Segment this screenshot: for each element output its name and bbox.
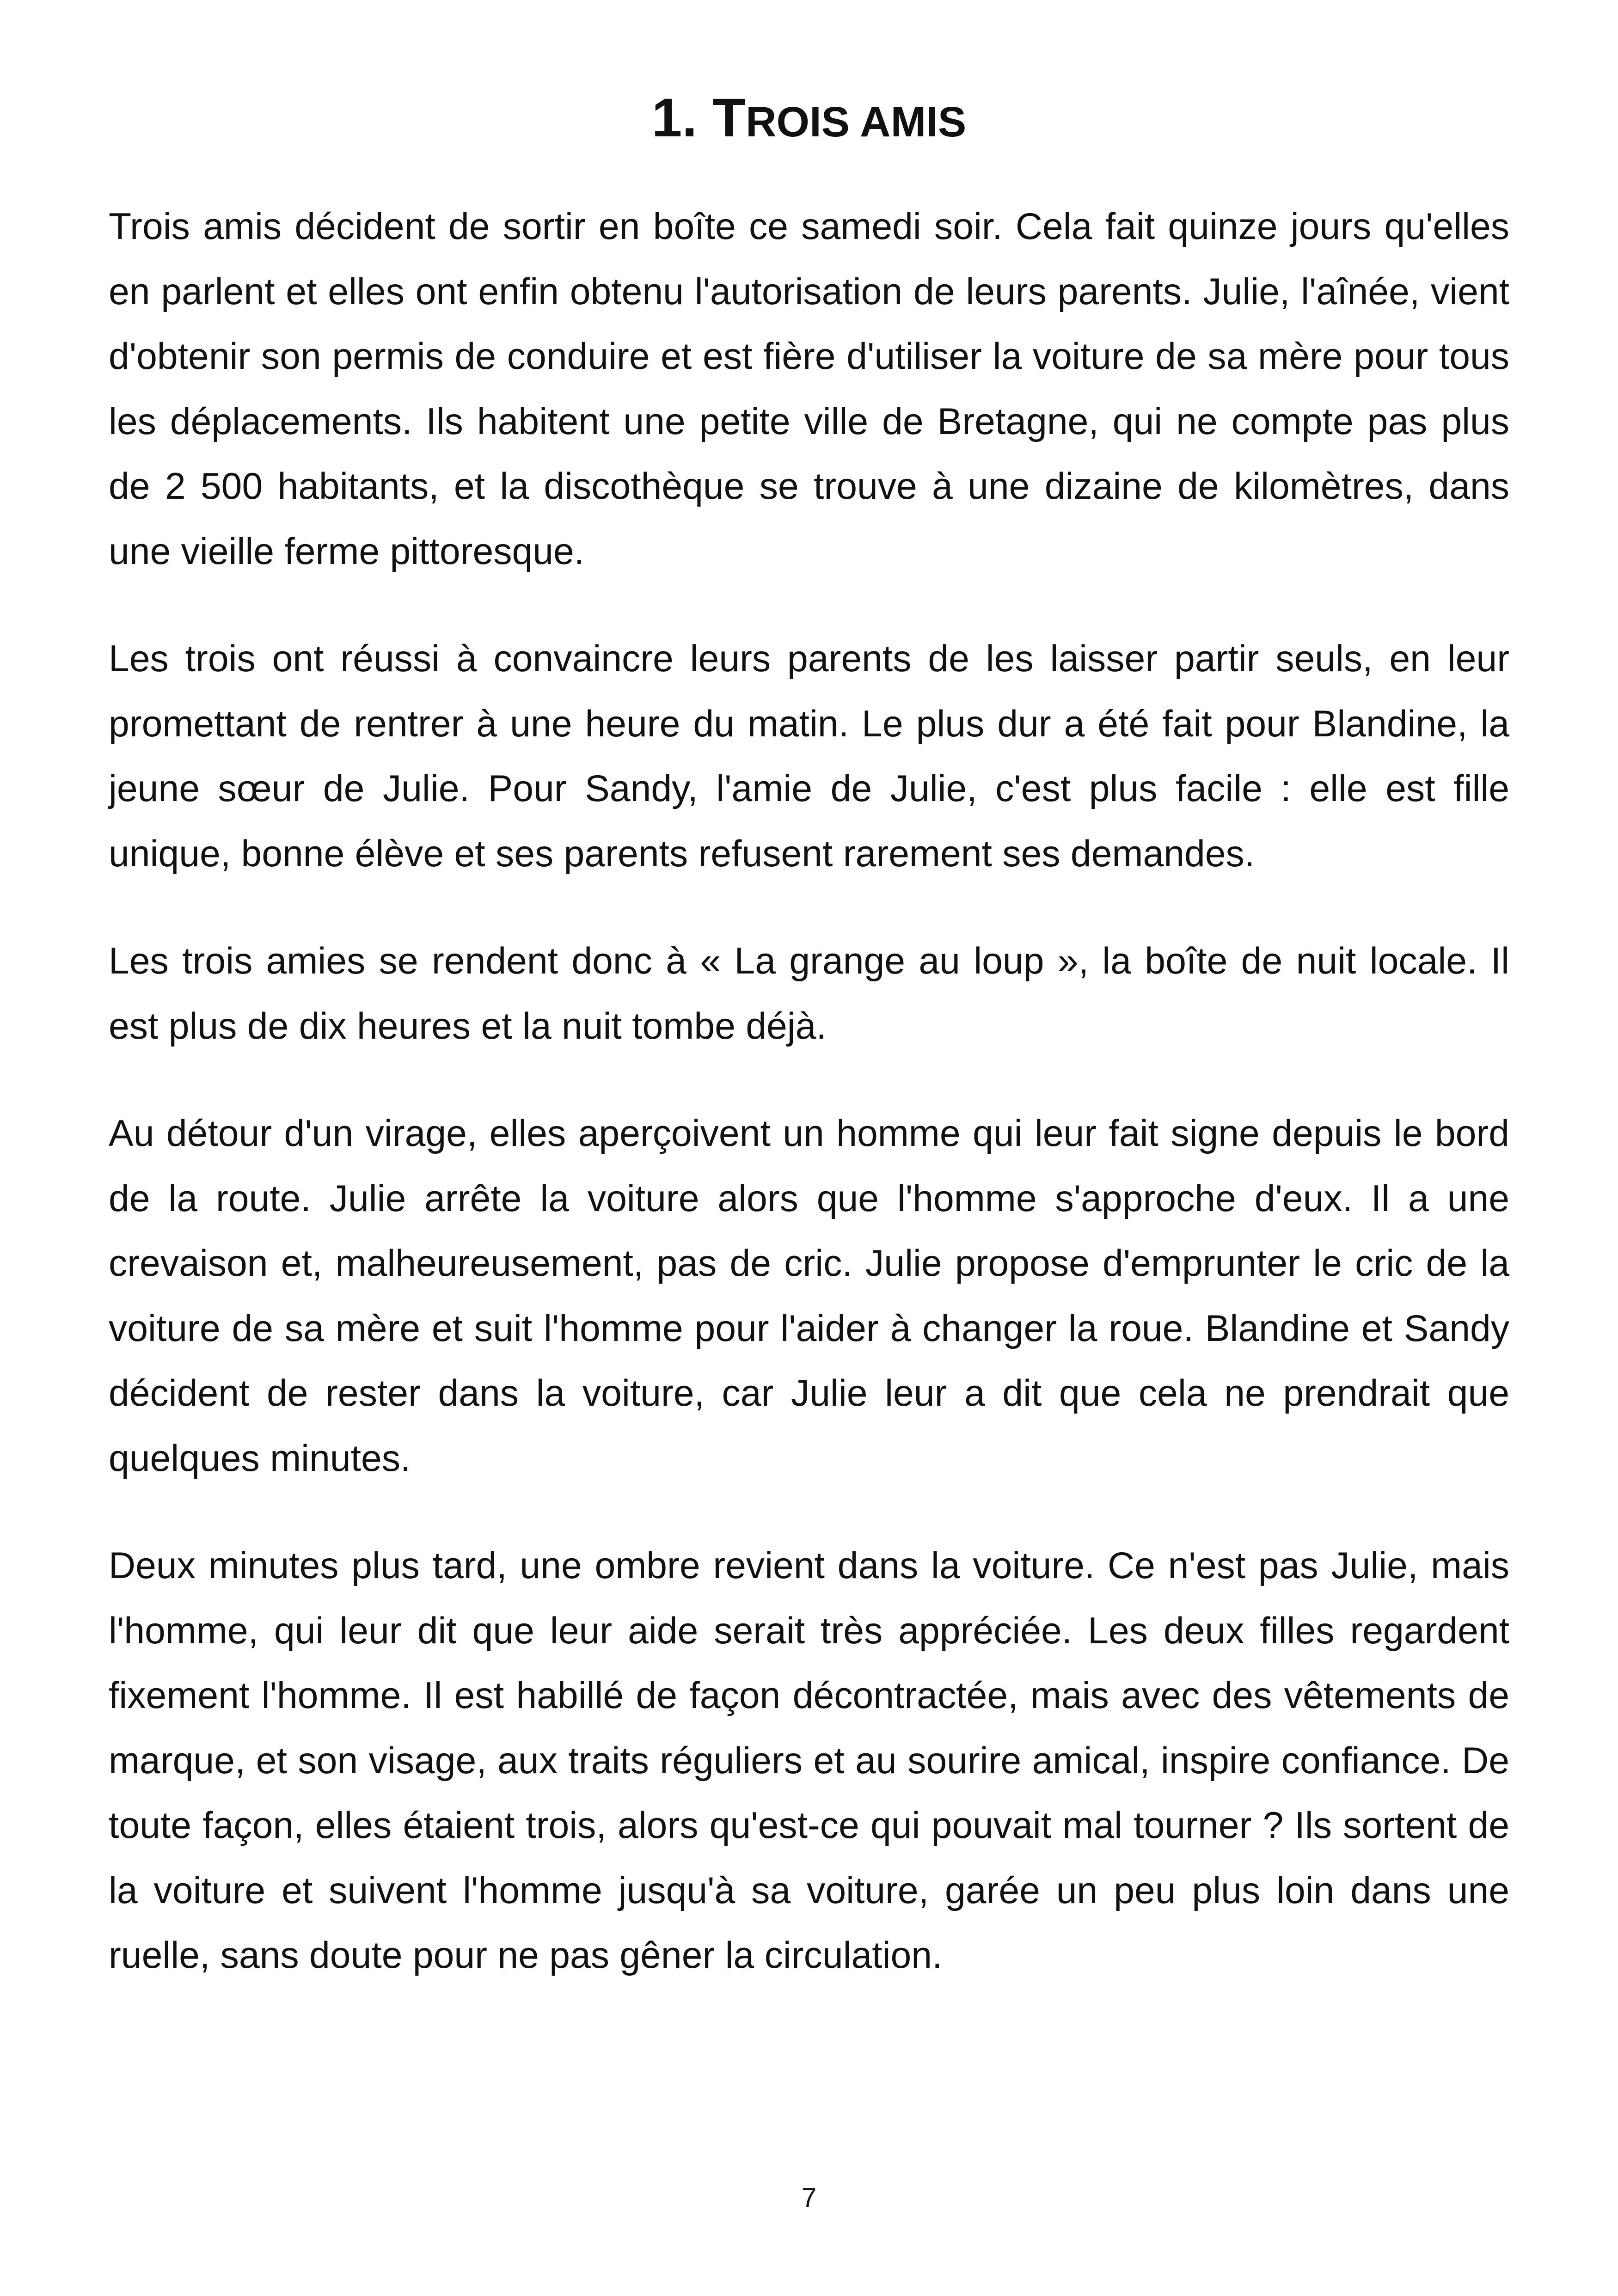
paragraph-3: Les trois amies se rendent donc à « La grange au loup », la boîte de nuit locale. Il est plus de dix heures et la nuit tombe déjà. [109, 940, 1509, 1047]
paragraph-5: Deux minutes plus tard, une ombre revient dans la voiture. Ce n'est pas Julie, mais l'homme, qui leur dit que leur aide serait très appréciée. Les deux filles regardent fixement l'homme. Il est habillé de façon décontractée, mais avec des vêtements de marque, et son visage, aux traits réguliers et au sourire amical, inspire confiance. De toute façon, elles étaient trois, alors qu'est-ce qui pouvait mal tourner ? Ils sortent de la voiture et suivent l'homme jusqu'à sa voiture, garée un peu plus loin dans une ruelle, sans doute pour ne pas gêner la circulation. [109, 1545, 1509, 1976]
chapter-number: 1. [651, 87, 698, 148]
chapter-title-rest: ROIS AMIS [746, 98, 967, 146]
paragraph-1: Trois amis décident de sortir en boîte ce samedi soir. Cela fait quinze jours qu'elles en parlent et elles ont enfin obtenu l'autorisation de leurs parents. Julie, l'aînée, vient d'obtenir son permis de conduire et est fière d'utiliser la voiture de sa mère pour tous les déplacements. Ils habitent une petite ville de Bretagne, qui ne compte pas plus de 2 500 habitants, et la discothèque se trouve à une dizaine de kilomètres, dans une vieille ferme pittoresque. [109, 206, 1509, 572]
chapter-title-initial: T [712, 87, 746, 148]
body-text [109, 194, 1509, 2031]
page-number: 7 [801, 2183, 817, 2213]
chapter-title [0, 86, 1618, 154]
paragraph-4: Au détour d'un virage, elles aperçoivent un homme qui leur fait signe depuis le bord de la route. Julie arrête la voiture alors que l'homme s'approche d'eux. Il a une crevaison et, malheureusement, pas de cric. Julie propose d'emprunter le cric de la voiture de sa mère et suit l'homme pour l'aider à changer la roue. Blandine et Sandy décident de rester dans la voiture, car Julie leur a dit que cela ne prendrait que quelques minutes. [109, 1113, 1509, 1479]
paragraph-2: Les trois ont réussi à convaincre leurs parents de les laisser partir seuls, en leur promettant de rentrer à une heure du matin. Le plus dur a été fait pour Blandine, la jeune sœur de Julie. Pour Sandy, l'amie de Julie, c'est plus facile : elle est fille unique, bonne élève et ses parents refusent rarement ses demandes. [109, 638, 1509, 875]
